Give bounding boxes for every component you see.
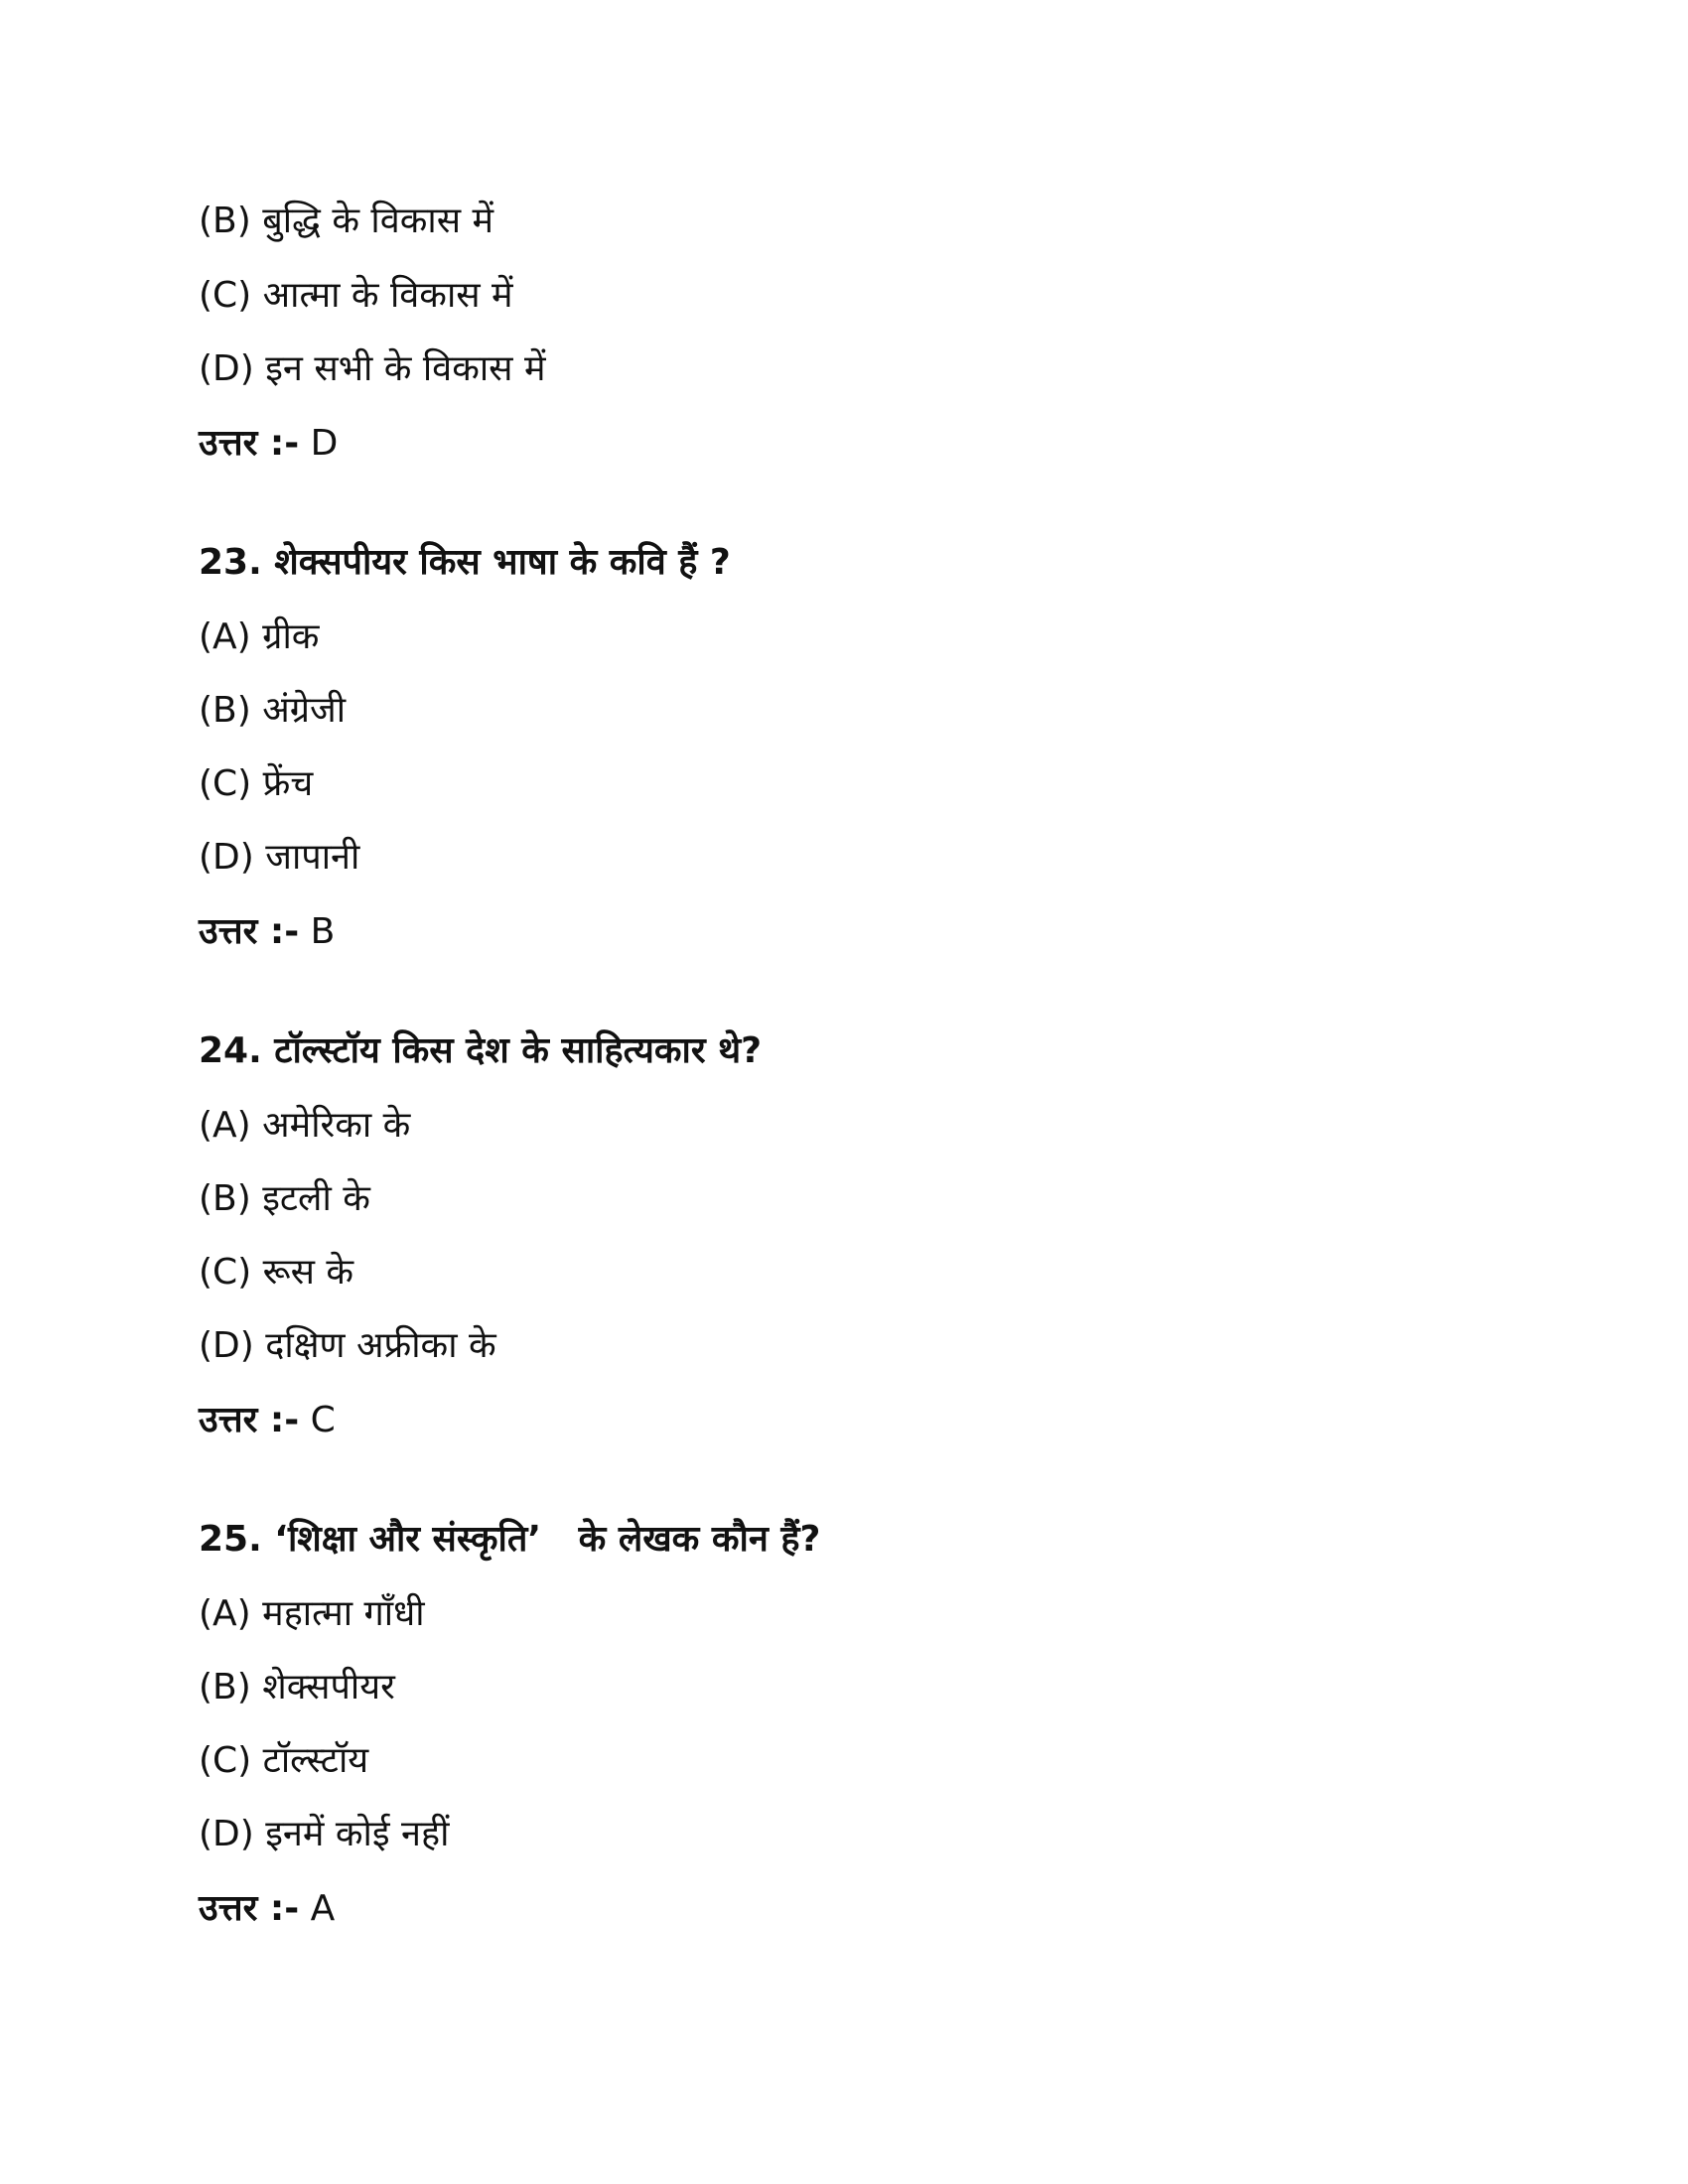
option-c: (C) आत्मा के विकास में: [199, 275, 513, 316]
option-d: (D) दक्षिण अफ्रीका के: [199, 1325, 496, 1366]
option-a: (A) ग्रीक: [199, 616, 320, 657]
answer-label: उत्तर :-: [199, 1400, 300, 1440]
answer-value: D: [310, 423, 339, 464]
answer-label: उत्तर :-: [199, 423, 300, 464]
question-23: 23. शेक्सपीयर किस भाषा के कवि हैं ?: [199, 542, 731, 583]
answer-label: उत्तर :-: [199, 911, 300, 952]
answer-line: [199, 1888, 336, 1929]
question-24: 24. टॉल्स्टॉय किस देश के साहित्यकार थे?: [199, 1030, 763, 1071]
option-a: (A) महात्मा गाँधी: [199, 1593, 425, 1634]
option-c: (C) टॉल्स्टॉय: [199, 1740, 369, 1781]
option-b: (B) अंग्रेजी: [199, 690, 347, 731]
option-d: (D) इनमें कोई नहीं: [199, 1814, 450, 1854]
answer-line: [199, 423, 339, 464]
option-d: (D) इन सभी के विकास में: [199, 348, 546, 389]
question-25: 25. ‘शिक्षा और संस्कृति’ के लेखक कौन हैं?: [199, 1519, 821, 1560]
answer-line: [199, 1400, 336, 1440]
option-b: (B) बुद्धि के विकास में: [199, 201, 494, 241]
option-d: (D) जापानी: [199, 837, 360, 878]
option-a: (A) अमेरिका के: [199, 1105, 411, 1146]
option-c: (C) फ्रेंच: [199, 763, 314, 804]
answer-value: C: [310, 1400, 336, 1440]
answer-value: B: [310, 911, 336, 952]
answer-line: [199, 911, 336, 952]
option-b: (B) इटली के: [199, 1178, 370, 1219]
answer-value: A: [310, 1888, 336, 1929]
option-c: (C) रूस के: [199, 1252, 354, 1293]
answer-label: उत्तर :-: [199, 1888, 300, 1929]
option-b: (B) शेक्सपीयर: [199, 1667, 395, 1707]
